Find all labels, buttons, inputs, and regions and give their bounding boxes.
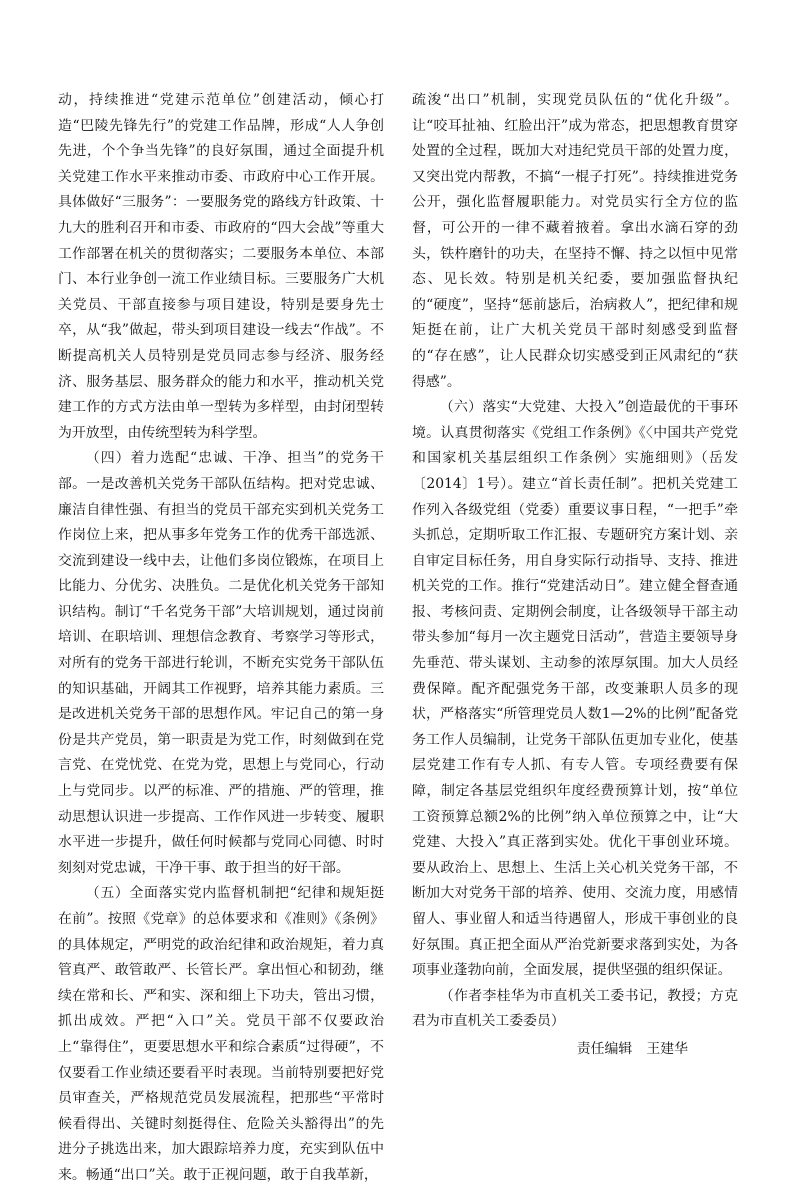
author-note: （作者李桂华为市直机关工委书记，教授；方克君为市直机关工委委员） — [412, 987, 738, 1030]
left-column — [58, 88, 384, 1189]
right-column — [412, 88, 738, 1189]
editor-name: 王建华 — [646, 1040, 688, 1057]
paragraph-continued: 动，持续推进“党建示范单位”创建活动，倾心打造“巴陵先锋先行”的党建工作品牌，形成“人人争创先进，个个争当先锋”的良好氛围，通过全面提升机关党建工作水平来推动市委、市政府中心工作开展。具体做好“三服务”：一要服务党的路线方针政策、十九大的胜利召开和市委、市政府的“四大会战”等重大工作部署在机关的贯彻落实；二要服务本单位、本部门、本行业争创一流工作业绩目标。三要服务广大机关党员、干部直接参与项目建设，特别是要身先士卒，从“我”做起，带头到项目建设一线去“作战”。不断提高机关人员特别是党员同志参与经济、服务经济、服务基层、服务群众的能力和水平，推动机关党建工作的方式方法由单一型转为多样型，由封闭型转为开放型，由传统型转为科学型。 — [58, 92, 384, 441]
paragraph-section-4: （四）着力选配“忠诚、干净、担当”的党务干部。一是改善机关党务干部队伍结构。把对党忠诚、廉洁自律性强、有担当的党员干部充实到机关党务工作岗位上来，把从事多年党务工作的优秀干部选派、交流到建设一线中去，让他们多岗位锻炼，在项目上比能力、分优劣、决胜负。二是优化机关党务干部知识结构。制订“千名党务干部”大培训规划，通过岗前培训、在职培训、理想信念教育、考察学习等形式，对所有的党务干部进行轮训，不断充实党务干部队伍的知识基础，开阔其工作视野，培养其能力素质。三是改进机关党务干部的思想作风。牢记自己的第一身份是共产党员，第一职责是为党工作，时刻做到在党言党、在党忧党、在党为党，思想上与党同心，行动上与党同步。以严的标准、严的措施、严的管理，推动思想认识进一步提高、工作作风进一步转变、履职水平进一步提升，做任何时候都与党同心同德、时时刻刻对党忠诚，干净干事、敢于担当的好干部。 — [58, 450, 384, 876]
editor-label: 责任编辑 — [576, 1040, 633, 1057]
paragraph-continued-right: 疏浚“出口”机制，实现党员队伍的“优化升级”。让“咬耳扯袖、红脸出汗”成为常态，把思想教育贯穿处置的全过程，既加大对违纪党员干部的处置力度，又突出党内帮教，不搞“一棍子打死”。持续推进党务公开，强化监督履职能力。对党员实行全方位的监督，可公开的一律不藏着掖着。拿出水滴石穿的劲头，铁杵磨针的功夫，在坚持不懈、持之以恒中见常态、见长效。特别是机关纪委，要加强监督执纪的“硬度”，坚持“惩前毖后，治病救人”，把纪律和规矩挺在前，让广大机关党员干部时刻感受到监督的“存在感”，让人民群众切实感受到正风肃纪的“获得感”。 — [412, 92, 738, 390]
paragraph-section-5: （五）全面落实党内监督机制把“纪律和规矩挺在前”。按照《党章》的总体要求和《准则》《条例》的具体规定，严明党的政治纪律和政治规矩，着力真管真严、敢管敢严、长管长严。拿出恒心和韧劲，继续在常和长、严和实、深和细上下功夫，管出习惯，抓出成效。严把“入口”关。党员干部不仅要政治上“靠得住”，更要思想水平和综合素质“过得硬”，不仅要看工作业绩还要看平时表现。当前特别要把好党员审查关，严格规范党员发展流程，把那些“平常时候看得出、关键时刻挺得住、危险关头豁得出”的先进分子挑选出来，加大跟踪培养力度，充实到队伍中来。畅通“出口”关。敢于正视问题，敢于自我革新， — [58, 885, 384, 1183]
paragraph-section-6: （六）落实“大党建、大投入”创造最优的干事环境。认真贯彻落实《党组工作条例》《〈中国共产党党和国家机关基层组织工作条例〉实施细则》（岳发〔2014〕1号）。建立“首长责任制”。把机关党建工作列入各级党组（党委）重要议事日程，“一把手”牵头抓总，定期听取工作汇报、专题研究方案计划、亲自审定目标任务，用自身实际行动指导、支持、推进机关党的工作。推行“党建活动日”。建立健全督查通报、考核问责、定期例会制度，让各级领导干部主动带头参加“每月一次主题党日活动”，营造主要领导身先垂范、带头谋划、主动参的浓厚氛围。加大人员经费保障。配齐配强党务干部，改变兼职人员多的现状，严格落实“所管理党员人数1—2%的比例”配备党务工作人员编制，让党务干部队伍更加专业化，使基层党建工作有专人抓、有专人管。专项经费要有保障，制定各基层党组织年度经费预算计划，按“单位工资预算总额2%的比例”纳入单位预算之中，让“大党建、大投入”真正落到实处。优化干事创业环境。要从政治上、思想上、生活上关心机关党务干部，不断加大对党务干部的培养、使用、交流力度，用感情留人、事业留人和适当待遇留人，形成干事创业的良好氛围。真正把全面从严治党新要求落到实处，为各项事业蓬勃向前，全面发展，提供坚强的组织保证。 — [412, 399, 738, 979]
article-body — [58, 88, 738, 1189]
editor-credit — [412, 1037, 738, 1063]
